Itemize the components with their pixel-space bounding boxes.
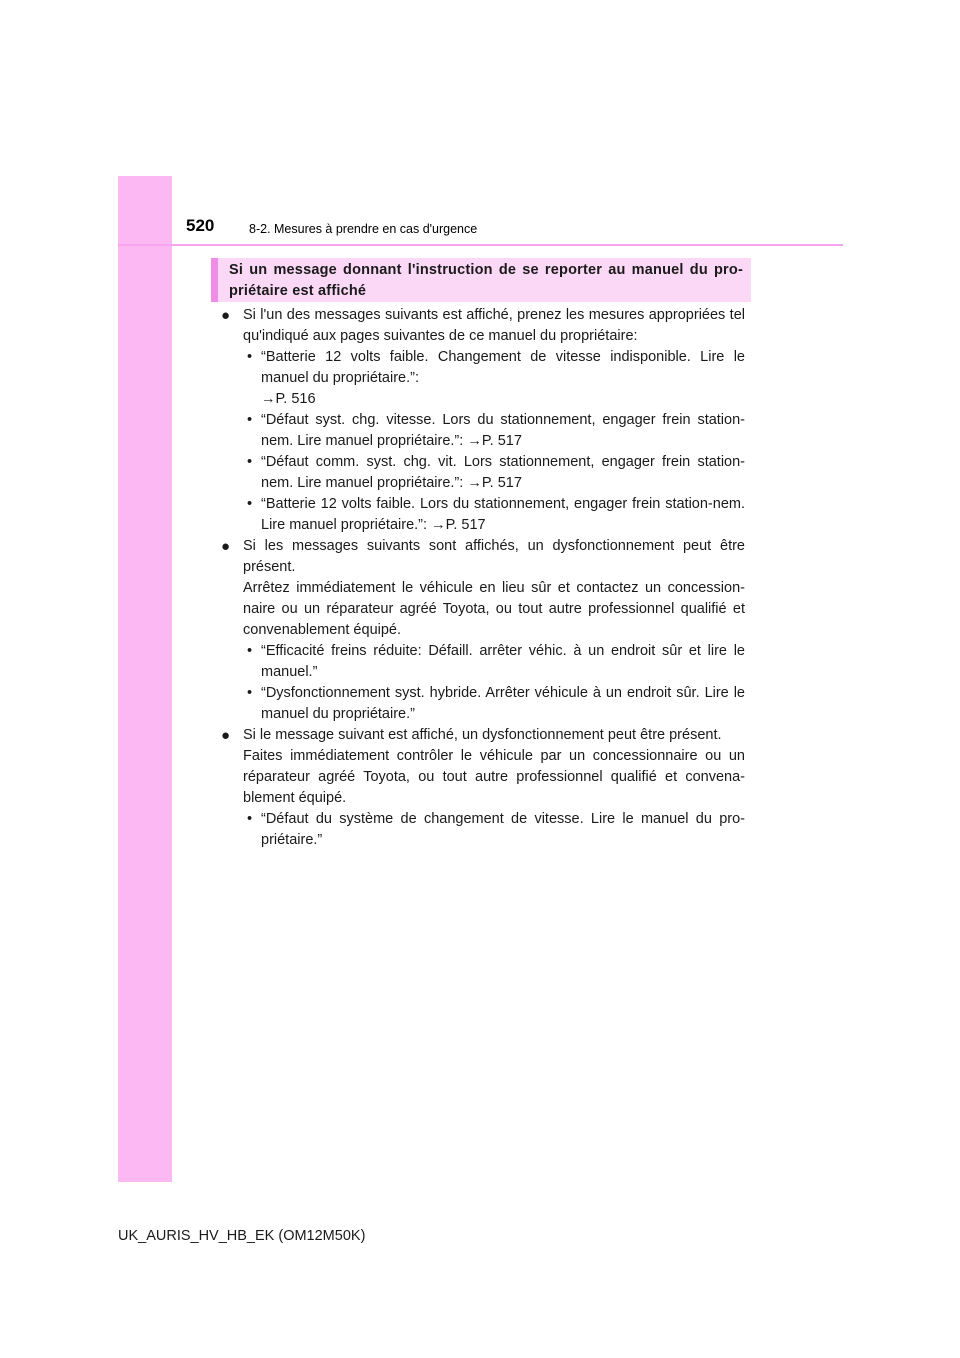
- sub-list-item: [243, 809, 745, 851]
- sub-bullet-icon: •: [247, 454, 253, 470]
- message-text: “Batterie 12 volts faible. Lors du stationnement, engager frein station-nem. Lire manuel propriétaire.”:: [261, 496, 745, 533]
- sub-list-item: [243, 683, 745, 725]
- page-number: 520: [186, 216, 215, 235]
- sub-list: [243, 809, 745, 851]
- bullet-paragraph: Si le message suivant est affiché, un dysfonctionnement peut être présent.: [243, 727, 722, 743]
- sub-list-item: [243, 641, 745, 683]
- message-text: “Défaut syst. chg. vitesse. Lors du stationnement, engager frein station-nem. Lire manuel propriétaire.”:: [261, 412, 745, 449]
- callout-box: [211, 258, 751, 302]
- body-content: [221, 305, 745, 851]
- bullet-paragraph: Arrêtez immédiatement le véhicule en lieu sûr et contactez un concession-naire ou un réparateur agréé Toyota, ou tout autre professionnel qualifié et convenablement équipé.: [243, 580, 745, 638]
- footer-code: UK_AURIS_HV_HB_EK (OM12M50K): [118, 1228, 366, 1244]
- sub-list: [243, 347, 745, 536]
- page-reference-link[interactable]: →P. 517: [467, 475, 522, 491]
- sub-list: [243, 641, 745, 725]
- bullet-paragraph: Faites immédiatement contrôler le véhicule par un concessionnaire ou un réparateur agréé Toyota, ou tout autre professionnel qualifié et convena-blement équipé.: [243, 748, 745, 806]
- sub-bullet-icon: •: [247, 349, 253, 365]
- bullet-block: [221, 536, 745, 725]
- sub-bullet-icon: •: [247, 811, 253, 827]
- bullet-dot-icon: ●: [221, 538, 231, 555]
- sub-list-item: [243, 410, 745, 452]
- bullet-paragraph: Si les messages suivants sont affichés, un dysfonctionnement peut être présent.: [243, 538, 745, 575]
- callout-title: Si un message donnant l'instruction de se reporter au manuel du pro-priétaire est affiché: [229, 262, 743, 299]
- sub-bullet-icon: •: [247, 496, 253, 512]
- sub-list-item: [243, 452, 745, 494]
- sub-list-item: [243, 347, 745, 410]
- header-rule: [118, 244, 843, 246]
- bullet-block: [221, 725, 745, 851]
- message-text: “Dysfonctionnement syst. hybride. Arrêter véhicule à un endroit sûr. Lire le manuel du propriétaire.”: [261, 685, 745, 722]
- bullet-paragraph: Si l'un des messages suivants est affiché, prenez les mesures appropriées tel qu'indiqué aux pages suivantes de ce manuel du propriétaire:: [243, 307, 745, 344]
- bullet-dot-icon: ●: [221, 727, 231, 744]
- sub-bullet-icon: •: [247, 643, 253, 659]
- message-text: “Batterie 12 volts faible. Changement de vitesse indisponible. Lire le manuel du propriétaire.”:: [261, 349, 745, 386]
- message-text: “Défaut comm. syst. chg. vit. Lors stationnement, engager frein station-nem. Lire manuel propriétaire.”:: [261, 454, 745, 491]
- message-text: “Efficacité freins réduite: Défaill. arrêter véhic. à un endroit sûr et lire le manuel.”: [261, 643, 745, 680]
- bullet-dot-icon: ●: [221, 307, 231, 324]
- sub-bullet-icon: •: [247, 412, 253, 428]
- sub-list-item: [243, 494, 745, 536]
- page-reference-link[interactable]: →P. 517: [467, 433, 522, 449]
- chapter-sidebar-tab: [118, 176, 172, 1182]
- sub-bullet-icon: •: [247, 685, 253, 701]
- message-text: “Défaut du système de changement de vitesse. Lire le manuel du pro-priétaire.”: [261, 811, 745, 848]
- bullet-block: [221, 305, 745, 536]
- page-reference-link[interactable]: →P. 516: [261, 391, 316, 407]
- section-title: 8-2. Mesures à prendre en cas d'urgence: [249, 222, 478, 236]
- page-reference-link[interactable]: →P. 517: [431, 517, 486, 533]
